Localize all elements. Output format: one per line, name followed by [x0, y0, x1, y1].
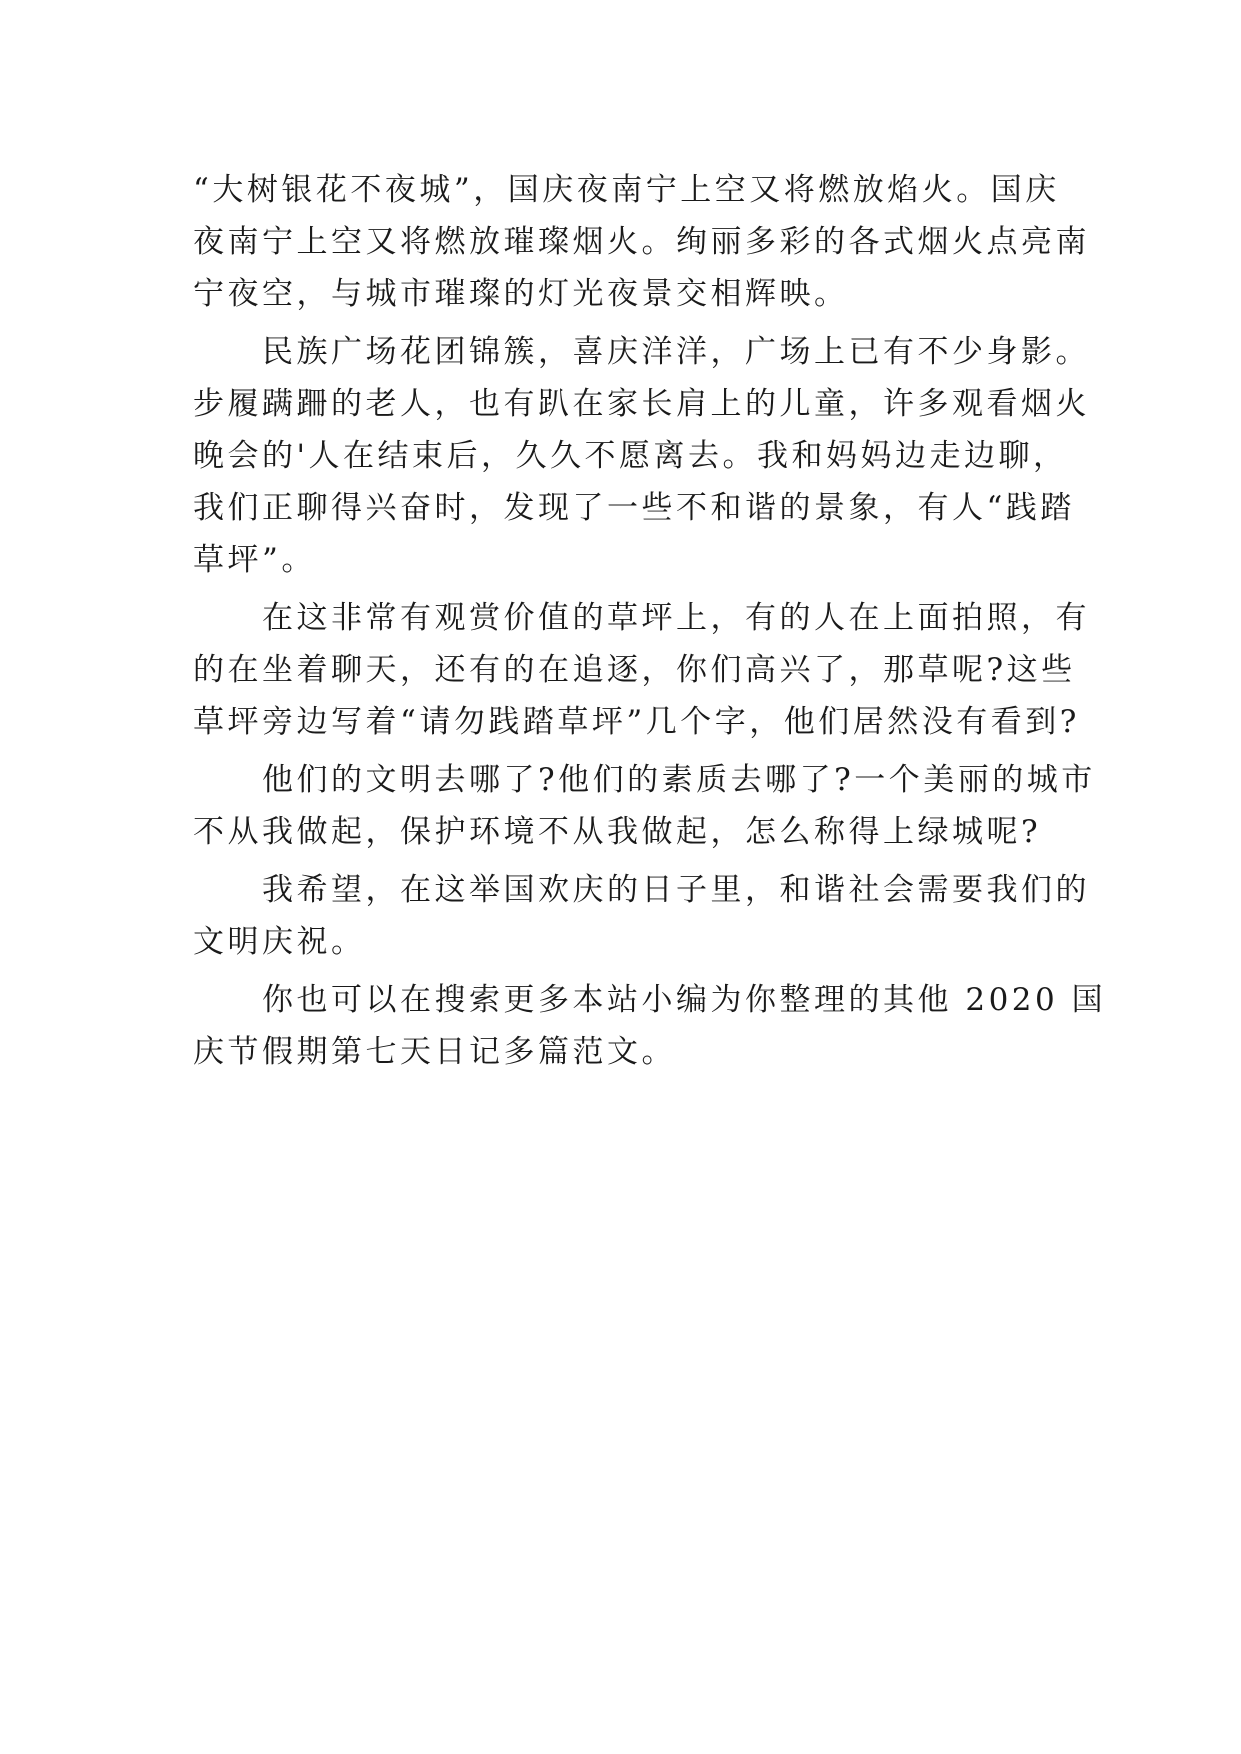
paragraph: [193, 592, 1090, 748]
text-line: 步履蹒跚的老人，也有趴在家长肩上的儿童，许多观看烟火: [193, 386, 1090, 422]
text-line: 草坪”。: [193, 542, 316, 578]
paragraph: [193, 864, 1090, 968]
text-line: 不从我做起，保护环境不从我做起，怎么称得上绿城呢?: [193, 814, 1042, 850]
text-line: 文明庆祝。: [193, 924, 366, 960]
paragraph: [193, 326, 1090, 586]
text-line: 民族广场花团锦簇，喜庆洋洋，广场上已有不少身影。: [193, 334, 1090, 370]
text-line: 在这非常有观赏价值的草坪上，有的人在上面拍照，有: [193, 600, 1090, 636]
text-line: 草坪旁边写着“请勿践踏草坪”几个字，他们居然没有看到?: [193, 704, 1080, 740]
text-line: “大树银花不夜城”，国庆夜南宁上空又将燃放焰火。国庆: [193, 172, 1060, 208]
text-line: 我希望，在这举国欢庆的日子里，和谐社会需要我们的: [193, 872, 1090, 908]
paragraph: [193, 974, 1107, 1078]
text-line: 晚会的'人在结束后，久久不愿离去。我和妈妈边走边聊，: [193, 438, 1068, 474]
text-line: 你也可以在搜索更多本站小编为你整理的其他 2020 国: [193, 982, 1107, 1018]
text-line: 的在坐着聊天，还有的在追逐，你们高兴了，那草呢?这些: [193, 652, 1076, 688]
paragraph: [193, 754, 1096, 858]
text-line: 我们正聊得兴奋时，发现了一些不和谐的景象，有人“践踏: [193, 490, 1075, 526]
text-line: 他们的文明去哪了?他们的素质去哪了?一个美丽的城市: [193, 762, 1096, 798]
paragraph: [193, 164, 1090, 320]
text-line: 庆节假期第七天日记多篇范文。: [193, 1034, 676, 1070]
text-line: 夜南宁上空又将燃放璀璨烟火。绚丽多彩的各式烟火点亮南: [193, 224, 1090, 260]
document-body: [193, 164, 1107, 1078]
text-line: 宁夜空，与城市璀璨的灯光夜景交相辉映。: [193, 276, 849, 312]
